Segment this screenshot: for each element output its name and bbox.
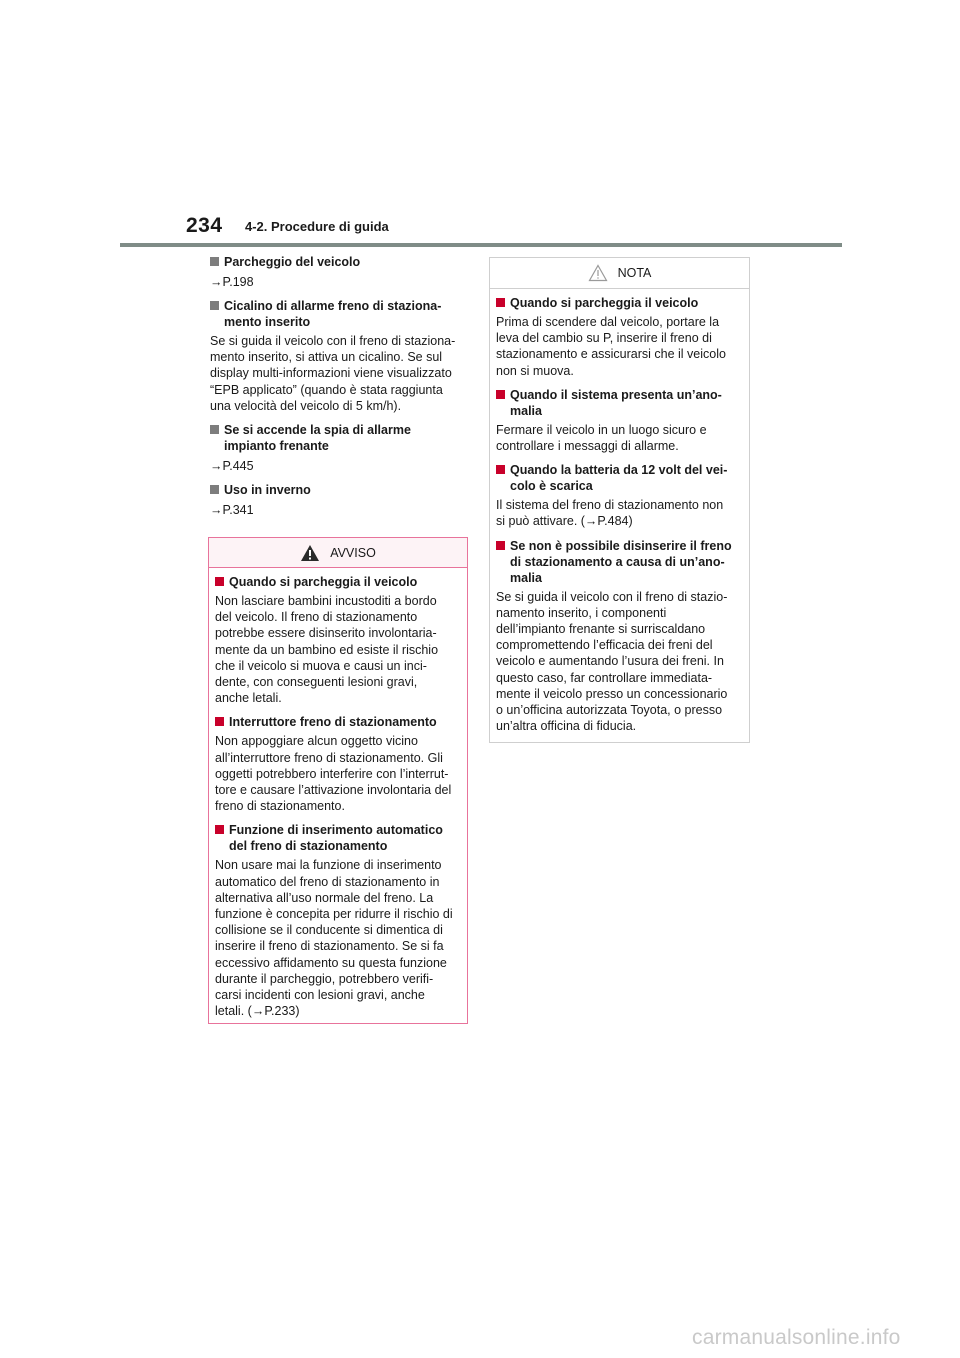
red-square-bullet-icon [215, 717, 224, 726]
page-reference[interactable]: →P.445 [210, 459, 254, 474]
item-text: Prima di scendere dal veicolo, portare la leva del cambio su P, inserire il freno di stazionamento e assicurarsi che il veicolo non si muova. [496, 315, 726, 378]
warning-header [209, 538, 467, 568]
left-column [210, 254, 470, 526]
item-text: Fermare il veicolo in un luogo sicuro e controllare i messaggi di allarme. [496, 422, 707, 454]
list-item [210, 298, 470, 414]
page-number: 234 [186, 214, 223, 237]
item-title: Funzione di inserimento automatico del freno di stazionamento [229, 823, 443, 854]
grey-square-bullet-icon [210, 301, 219, 310]
list-item [210, 254, 470, 290]
list-item [215, 714, 461, 814]
item-heading [215, 714, 461, 730]
caution-triangle-outline-icon [588, 264, 608, 282]
warning-triangle-icon [300, 544, 320, 562]
item-title: Se si accende la spia di allarme impianto frenante [224, 423, 411, 454]
list-item [496, 462, 743, 529]
item-heading [215, 574, 461, 590]
grey-square-bullet-icon [210, 257, 219, 266]
red-square-bullet-icon [496, 298, 505, 307]
item-heading [496, 387, 743, 419]
item-heading [215, 822, 461, 854]
note-header [490, 258, 749, 289]
item-title: Uso in inverno [224, 483, 311, 498]
list-item [215, 822, 461, 1019]
item-heading [496, 295, 743, 311]
warning-box [208, 537, 468, 1024]
list-item [210, 422, 470, 474]
item-title: Quando la batteria da 12 volt del vei- colo è scarica [510, 463, 728, 494]
item-title: Quando il sistema presenta un’ano- malia [510, 387, 722, 418]
item-text: Se si guida il veicolo con il freno di stazio- namento inserito, i componenti dell’impianto frenante si surriscaldano compromettendo l’efficacia dei freni del veicolo e aumentando l’usura dei freni. In questo caso, far controllare immediata- mente il veicolo presso un concessionario o un’officina autorizzata Toyota, o presso un’altra officina di fiducia. [496, 589, 728, 734]
header-rule [120, 243, 842, 247]
item-heading [210, 422, 470, 454]
grey-square-bullet-icon [210, 485, 219, 494]
red-square-bullet-icon [496, 465, 505, 474]
list-item [215, 574, 461, 706]
item-heading [210, 254, 470, 270]
red-square-bullet-icon [496, 390, 505, 399]
item-heading [496, 462, 743, 494]
list-item [496, 295, 743, 379]
item-text: Il sistema del freno di stazionamento non si può attivare. (→P.484) [496, 498, 724, 529]
red-square-bullet-icon [215, 825, 224, 834]
item-title: Parcheggio del veicolo [224, 255, 361, 269]
item-heading [210, 298, 470, 330]
list-item [496, 538, 743, 735]
item-title: Quando si parcheggia il veicolo [510, 296, 699, 310]
red-square-bullet-icon [496, 541, 505, 550]
list-item [210, 482, 470, 518]
page-reference[interactable]: →P.198 [210, 275, 254, 289]
note-box [489, 257, 750, 743]
item-text: Non usare mai la funzione di inserimento automatico del freno di stazionamento in alternativa all’uso normale del freno. La funzione è concepita per ridurre il rischio di collisione se il conducente si dimentica di inserire il freno di stazionamento. Se si fa eccessivo affidamento su questa funzione durante il parcheggio, potrebbero verifi- carsi incidenti con lesioni gravi, anche letali. (→P.233) [215, 858, 453, 1019]
warning-label: AVVISO [330, 545, 376, 560]
section-title: 4-2. Procedure di guida [245, 219, 389, 234]
red-square-bullet-icon [215, 577, 224, 586]
note-label: NOTA [617, 266, 652, 280]
item-text: Non appoggiare alcun oggetto vicino all’interruttore freno di stazionamento. Gli oggetti potrebbero interferire con l’interrut- tore e causare l’attivazione involontaria del freno di stazionamento. [215, 734, 452, 814]
item-heading [496, 538, 743, 586]
item-title: Cicalino di allarme freno di staziona- mento inserito [224, 299, 442, 329]
list-item [496, 387, 743, 454]
watermark: carmanualsonline.info [692, 1326, 901, 1349]
page-reference[interactable]: →P.341 [210, 503, 254, 518]
item-title: Quando si parcheggia il veicolo [229, 575, 418, 589]
item-text: Se si guida il veicolo con il freno di staziona- mento inserito, si attiva un cicalino. Se sul display multi-informazioni viene visualizzato “EPB applicato” (quando è stata raggiunta una velocità del veicolo di 5 km/h). [210, 334, 456, 413]
item-title: Interruttore freno di stazionamento [229, 715, 437, 730]
item-text: Non lasciare bambini incustoditi a bordo del veicolo. Il freno di stazionamento potrebbe essere disinserito involontaria- mente da un bambino ed esiste il rischio che il veicolo si muova e causi un inci- dente, con conseguenti lesioni gravi, anche letali. [215, 594, 439, 706]
item-title: Se non è possibile disinserire il freno di stazionamento a causa di un’ano- malia [510, 538, 732, 585]
grey-square-bullet-icon [210, 425, 219, 434]
item-heading [210, 482, 470, 498]
